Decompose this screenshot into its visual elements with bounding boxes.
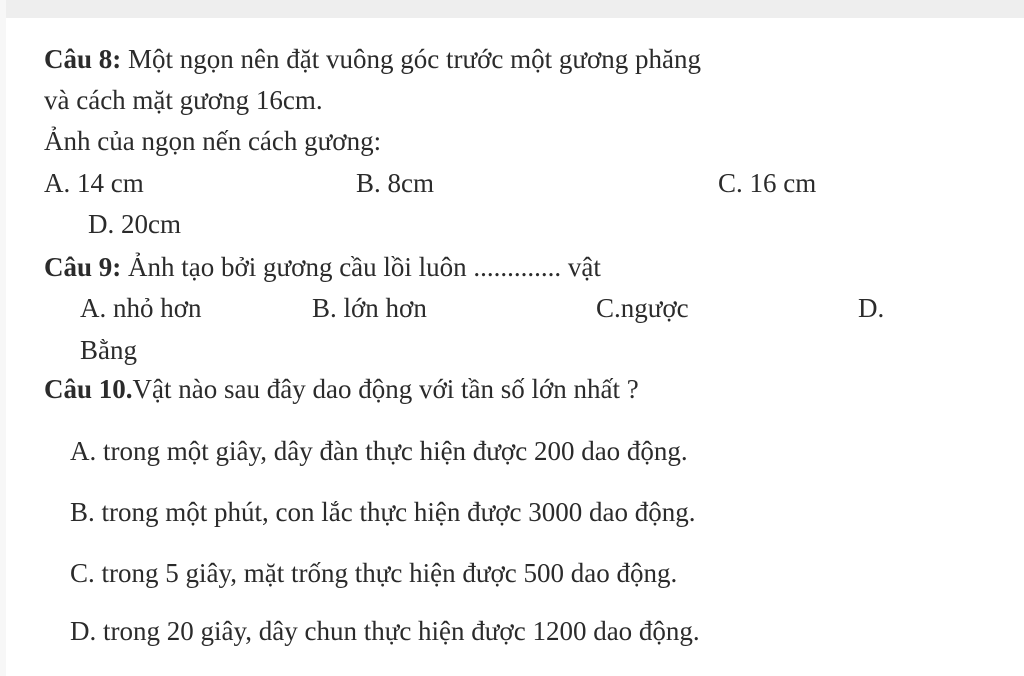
q8-text-line2: và cách mặt gương 16cm. — [44, 85, 323, 115]
q9-label: Câu 9: — [44, 252, 122, 282]
q9-option-d-letter: D. — [858, 293, 885, 323]
q8-label: Câu 8: — [44, 44, 122, 74]
q8-option-a: A. 14 cm — [44, 168, 144, 198]
q8-line1 — [44, 42, 701, 76]
q9-line — [44, 250, 601, 284]
q10-option-b: B. trong một phút, con lắc thực hiện được 3000 dao động. — [70, 497, 696, 527]
q8-option-c: C. 16 cm — [718, 168, 817, 198]
q9-option-c: C.ngược — [596, 293, 689, 323]
q10-option-c: C. trong 5 giây, mặt trống thực hiện được 500 dao động. — [70, 558, 678, 588]
q9-option-d-text: Bằng — [80, 335, 137, 365]
q9-option-b: B. lớn hơn — [312, 293, 427, 323]
q10-option-d: D. trong 20 giây, dây chun thực hiện được 1200 dao động. — [70, 616, 700, 646]
q8-text-line3: Ảnh của ngọn nến cách gương: — [44, 126, 382, 156]
q9-text: Ảnh tạo bởi gương cầu lồi luôn ............. vật — [121, 252, 601, 282]
q8-text-line1: Một ngọn nên đặt vuông góc trước một gương phăng — [121, 44, 702, 74]
q8-option-b: B. 8cm — [356, 168, 434, 198]
q10-option-a: A. trong một giây, dây đàn thực hiện được 200 dao động. — [70, 436, 688, 466]
q8-option-d: D. 20cm — [88, 209, 181, 239]
q10-label: Câu 10. — [44, 374, 133, 404]
q10-line — [44, 372, 639, 406]
q10-text: Vật nào sau đây dao động với tần số lớn nhất ? — [132, 374, 639, 404]
q9-option-a: A. nhỏ hơn — [80, 293, 202, 323]
